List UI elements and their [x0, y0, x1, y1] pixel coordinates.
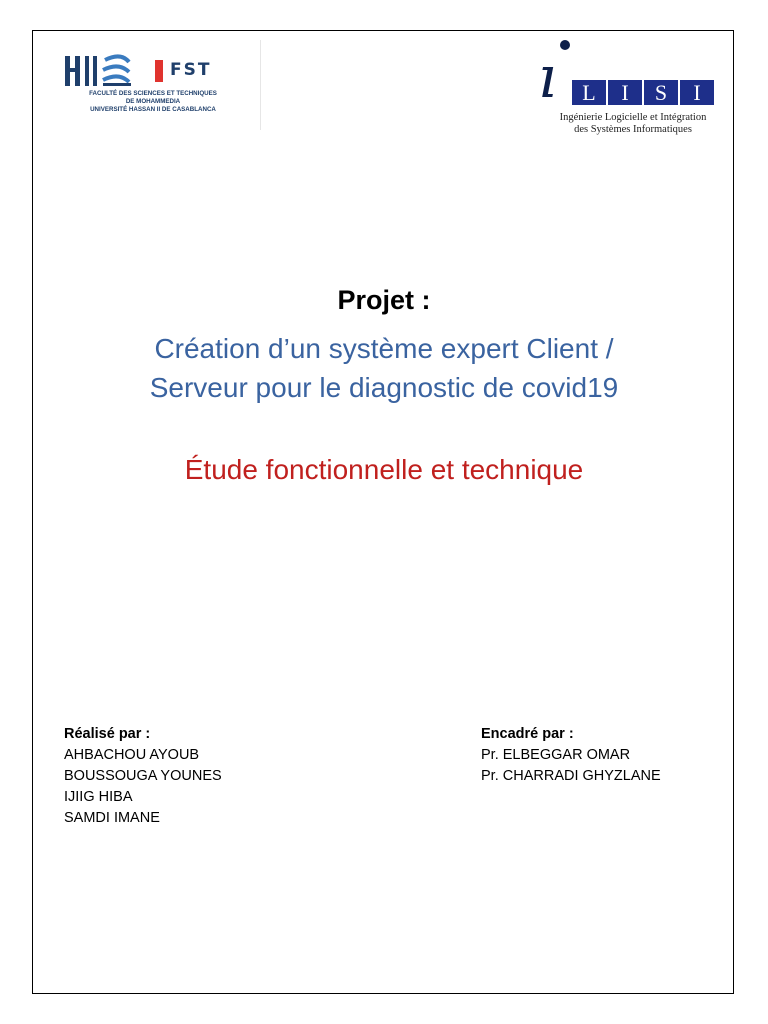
ilisi-caption-line: Ingénierie Logicielle et Intégration [559, 112, 707, 123]
supervisors-block [481, 724, 661, 787]
fst-caption-line: DE MOHAMMEDIA [125, 98, 181, 105]
fst-caption-line: UNIVERSITÉ HASSAN II DE CASABLANCA [90, 106, 216, 113]
author-name: IJIIG HIBA [64, 789, 133, 805]
supervisor-name: Pr. CHARRADI GHYZLANE [481, 768, 661, 784]
ilisi-dot-icon [560, 40, 570, 50]
authors-heading: Réalisé par : [64, 726, 151, 742]
project-label: Projet : [337, 285, 431, 315]
page-border [32, 30, 734, 994]
author-name: BOUSSOUGA YOUNES [64, 768, 222, 784]
study-title: Étude fonctionnelle et technique [184, 454, 584, 485]
uh2c-emblem-icon [63, 54, 151, 88]
fst-logo [45, 40, 261, 130]
ilisi-letter: I [608, 80, 642, 105]
supervisor-name: Pr. ELBEGGAR OMAR [481, 747, 631, 763]
supervisors-heading: Encadré par : [481, 726, 574, 742]
ilisi-letter-boxes [572, 80, 714, 105]
ilisi-letter: S [644, 80, 678, 105]
fst-accent-bar [155, 60, 163, 82]
subtitle-line: Serveur pour le diagnostic de covid19 [149, 372, 619, 403]
ilisi-letter: L [572, 80, 606, 105]
ilisi-i-glyph: ı [538, 43, 557, 111]
project-subtitle [40, 329, 728, 407]
ilisi-caption [543, 112, 723, 136]
fst-caption [63, 90, 243, 114]
author-name: AHBACHOU AYOUB [64, 747, 200, 763]
ilisi-letter: I [680, 80, 714, 105]
author-name: SAMDI IMANE [64, 810, 160, 826]
subtitle-line: Création d’un système expert Client / [154, 333, 614, 364]
fst-caption-line: FACULTÉ DES SCIENCES ET TECHNIQUES [89, 90, 217, 97]
ilisi-caption-line: des Systèmes Informatiques [574, 124, 692, 135]
ilisi-logo [535, 40, 730, 140]
authors-block [64, 724, 222, 829]
fst-name: FST [170, 60, 212, 80]
